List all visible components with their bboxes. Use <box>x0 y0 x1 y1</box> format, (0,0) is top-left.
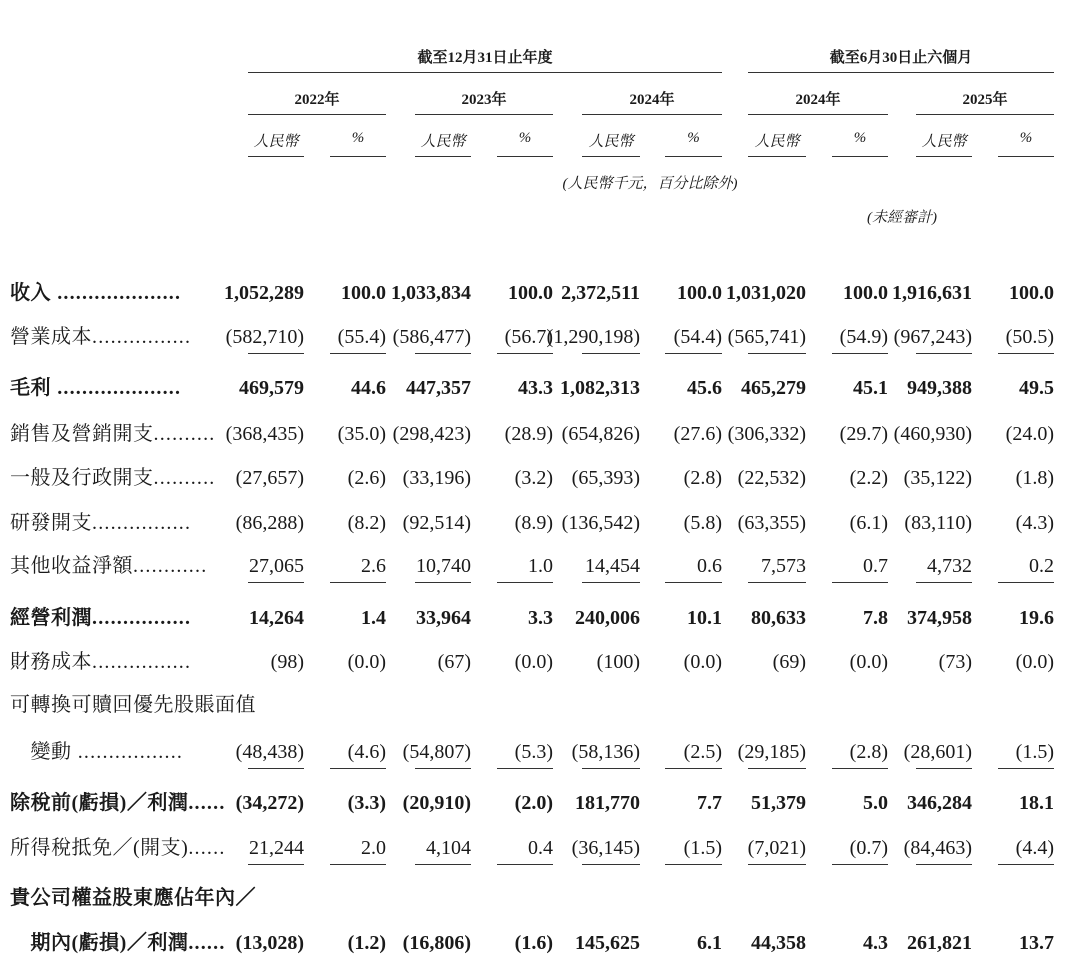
percent-cell: (4.4) <box>1015 837 1054 859</box>
group-underline-annual <box>248 72 722 73</box>
subtotal-rule <box>748 582 806 583</box>
subtotal-rule <box>330 353 386 354</box>
percent-cell: 43.3 <box>518 377 553 399</box>
amount-cell: 1,916,631 <box>892 282 972 304</box>
subheader-underline <box>748 156 806 157</box>
percent-cell: (0.0) <box>683 651 722 673</box>
subtotal-rule <box>330 768 386 769</box>
amount-cell: (136,542) <box>561 512 640 534</box>
percent-cell: 45.1 <box>853 377 888 399</box>
percent-cell: 2.0 <box>361 837 386 859</box>
amount-cell: 4,104 <box>426 837 471 859</box>
row-label <box>10 551 207 581</box>
year-underline <box>748 114 888 115</box>
subtotal-rule <box>748 768 806 769</box>
amount-cell: 2,372,511 <box>561 282 640 304</box>
subheader-underline <box>916 156 972 157</box>
amount-cell: (35,122) <box>903 467 972 489</box>
row-label-text: 銷售及營銷開支 <box>10 423 154 445</box>
subtotal-rule <box>665 864 722 865</box>
percent-cell: (2.0) <box>514 792 553 814</box>
group-header-annual: 截至12月31日止年度 <box>417 50 553 66</box>
row-label <box>10 508 191 538</box>
amount-cell: 1,082,313 <box>560 377 640 399</box>
row-label <box>10 278 181 308</box>
amount-cell: 21,244 <box>249 837 304 859</box>
row-label-text: 營業成本 <box>10 326 92 348</box>
amount-cell: (582,710) <box>225 326 304 348</box>
percent-cell: (0.0) <box>347 651 386 673</box>
subtotal-rule <box>497 864 553 865</box>
subheader-underline <box>665 156 722 157</box>
leader-dots: ...... <box>188 837 226 859</box>
amount-cell: (27,657) <box>235 467 304 489</box>
currency-header: 人民幣 <box>588 134 634 150</box>
subtotal-rule <box>748 864 806 865</box>
subheader-underline <box>415 156 471 157</box>
amount-cell: (84,463) <box>903 837 972 859</box>
year-underline <box>415 114 553 115</box>
subheader-underline <box>497 156 553 157</box>
leader-dots: ............ <box>133 555 208 577</box>
percent-cell: 0.7 <box>863 555 888 577</box>
subtotal-rule <box>916 582 972 583</box>
amount-cell: (83,110) <box>904 512 972 534</box>
percent-cell: 100.0 <box>677 282 722 304</box>
table-row <box>0 928 1080 958</box>
subtotal-rule <box>415 353 471 354</box>
percent-header: % <box>1019 130 1033 146</box>
subtotal-rule <box>998 353 1054 354</box>
subtotal-rule <box>248 353 304 354</box>
amount-cell: (54,807) <box>402 741 471 763</box>
amount-cell: 33,964 <box>416 607 471 629</box>
amount-cell: 27,065 <box>249 555 304 577</box>
table-row <box>0 373 1080 403</box>
percent-cell: (1.8) <box>1015 467 1054 489</box>
row-label <box>10 373 181 403</box>
subheader-underline <box>998 156 1054 157</box>
year-header-2024: 2024年 <box>629 92 675 108</box>
currency-header: 人民幣 <box>921 134 967 150</box>
percent-header: % <box>518 130 532 146</box>
subtotal-rule <box>832 582 888 583</box>
subheader-underline <box>832 156 888 157</box>
leader-dots: .................... <box>51 377 182 399</box>
subtotal-rule <box>665 582 722 583</box>
amount-cell: (58,136) <box>571 741 640 763</box>
percent-cell: (28.9) <box>504 423 553 445</box>
group-header-interim: 截至6月30日止六個月 <box>829 50 973 66</box>
amount-cell: (29,185) <box>737 741 806 763</box>
year-header-2022: 2022年 <box>294 92 340 108</box>
table-row <box>0 463 1080 493</box>
percent-cell: (0.0) <box>514 651 553 673</box>
percent-cell: (4.6) <box>347 741 386 763</box>
percent-cell: (1.2) <box>347 932 386 954</box>
table-row <box>0 833 1080 863</box>
table-row <box>0 647 1080 677</box>
leader-dots: ...... <box>188 792 226 814</box>
percent-cell: 4.3 <box>863 932 888 954</box>
subtotal-rule <box>330 582 386 583</box>
subheader-underline <box>248 156 304 157</box>
percent-cell: 13.7 <box>1019 932 1054 954</box>
group-underline-interim <box>748 72 1054 73</box>
percent-cell: (8.9) <box>514 512 553 534</box>
subtotal-rule <box>497 353 553 354</box>
amount-cell: (7,021) <box>747 837 806 859</box>
row-label <box>10 788 226 818</box>
subtotal-rule <box>832 768 888 769</box>
percent-cell: (1.5) <box>1015 741 1054 763</box>
amount-cell: 51,379 <box>751 792 806 814</box>
subtotal-rule <box>832 353 888 354</box>
table-row <box>0 690 1080 720</box>
row-label <box>10 647 191 677</box>
percent-cell: (2.5) <box>683 741 722 763</box>
amount-cell: 346,284 <box>907 792 972 814</box>
percent-cell: (55.4) <box>337 326 386 348</box>
percent-cell: (1.6) <box>514 932 553 954</box>
subtotal-rule <box>415 582 471 583</box>
percent-cell: (0.0) <box>1015 651 1054 673</box>
percent-cell: 49.5 <box>1019 377 1054 399</box>
leader-dots: ................ <box>92 651 192 673</box>
table-row <box>0 788 1080 818</box>
percent-cell: 3.3 <box>528 607 553 629</box>
amount-cell: (20,910) <box>402 792 471 814</box>
row-label-text: 研發開支 <box>10 512 92 534</box>
amount-cell: (48,438) <box>235 741 304 763</box>
row-label-text: 財務成本 <box>10 651 92 673</box>
subtotal-rule <box>748 353 806 354</box>
percent-cell: (5.8) <box>683 512 722 534</box>
subtotal-rule <box>415 864 471 865</box>
row-label-text: 其他收益淨額 <box>10 555 133 577</box>
percent-cell: (56.7) <box>504 326 553 348</box>
percent-cell: (5.3) <box>514 741 553 763</box>
leader-dots: .......... <box>153 423 216 445</box>
subtotal-rule <box>582 864 640 865</box>
percent-cell: (29.7) <box>839 423 888 445</box>
year-underline <box>916 114 1054 115</box>
row-label-text: 所得稅抵免／(開支) <box>10 837 189 859</box>
amount-cell: 465,279 <box>741 377 806 399</box>
row-label <box>10 737 183 767</box>
percent-cell: (0.0) <box>849 651 888 673</box>
amount-cell: (460,930) <box>893 423 972 445</box>
percent-cell: (2.8) <box>849 741 888 763</box>
subtotal-rule <box>248 582 304 583</box>
row-label-text: 期內(虧損)／利潤 <box>10 932 189 954</box>
amount-cell: (368,435) <box>225 423 304 445</box>
table-row <box>0 603 1080 633</box>
percent-cell: 5.0 <box>863 792 888 814</box>
amount-cell: 1,033,834 <box>391 282 471 304</box>
percent-cell: 7.8 <box>863 607 888 629</box>
subtotal-rule <box>998 864 1054 865</box>
percent-cell: (1.5) <box>683 837 722 859</box>
amount-cell: 181,770 <box>575 792 640 814</box>
year-underline <box>582 114 722 115</box>
subtotal-rule <box>248 864 304 865</box>
amount-cell: 7,573 <box>761 555 806 577</box>
amount-cell: 374,958 <box>907 607 972 629</box>
amount-cell: (100) <box>596 651 640 673</box>
amount-cell: (306,332) <box>727 423 806 445</box>
percent-cell: 19.6 <box>1019 607 1054 629</box>
percent-cell: 6.1 <box>697 932 722 954</box>
amount-cell: 80,633 <box>751 607 806 629</box>
row-label <box>10 833 226 863</box>
amount-cell: (36,145) <box>571 837 640 859</box>
percent-cell: 18.1 <box>1019 792 1054 814</box>
year-header-2023: 2023年 <box>461 92 507 108</box>
table-row <box>0 737 1080 767</box>
amount-cell: 1,052,289 <box>224 282 304 304</box>
row-label-text: 可轉換可贖回優先股賬面值 <box>10 694 256 716</box>
amount-cell: (22,532) <box>737 467 806 489</box>
amount-cell: (69) <box>772 651 806 673</box>
percent-cell: (4.3) <box>1015 512 1054 534</box>
subtotal-rule <box>916 353 972 354</box>
amount-cell: 14,264 <box>249 607 304 629</box>
amount-cell: 1,031,020 <box>726 282 806 304</box>
leader-dots: ...... <box>188 932 226 954</box>
leader-dots: ................ <box>92 326 192 348</box>
percent-cell: 100.0 <box>341 282 386 304</box>
leader-dots: ................ <box>92 607 192 629</box>
amount-cell: (13,028) <box>235 932 304 954</box>
amount-cell: (67) <box>437 651 471 673</box>
amount-cell: (98) <box>270 651 304 673</box>
percent-cell: (6.1) <box>849 512 888 534</box>
percent-cell: (8.2) <box>347 512 386 534</box>
subtotal-rule <box>832 864 888 865</box>
amount-cell: (967,243) <box>893 326 972 348</box>
year-underline <box>248 114 386 115</box>
subheader-underline <box>582 156 640 157</box>
amount-cell: (33,196) <box>402 467 471 489</box>
percent-cell: (27.6) <box>673 423 722 445</box>
amount-cell: (92,514) <box>402 512 471 534</box>
percent-cell: 100.0 <box>843 282 888 304</box>
row-label <box>10 883 256 913</box>
percent-cell: 1.4 <box>361 607 386 629</box>
row-label-text: 除稅前(虧損)／利潤 <box>10 792 189 814</box>
amount-cell: 469,579 <box>239 377 304 399</box>
amount-cell: (586,477) <box>392 326 471 348</box>
percent-cell: (35.0) <box>337 423 386 445</box>
amount-cell: 447,357 <box>406 377 471 399</box>
subtotal-rule <box>582 768 640 769</box>
percent-cell: 0.2 <box>1029 555 1054 577</box>
percent-cell: 2.6 <box>361 555 386 577</box>
percent-cell: (3.2) <box>514 467 553 489</box>
currency-header: 人民幣 <box>754 134 800 150</box>
row-label <box>10 603 191 633</box>
amount-cell: (565,741) <box>727 326 806 348</box>
leader-dots: ................. <box>71 741 184 763</box>
amount-cell: 4,732 <box>927 555 972 577</box>
percent-cell: (3.3) <box>347 792 386 814</box>
percent-header: % <box>351 130 365 146</box>
percent-cell: (54.9) <box>839 326 888 348</box>
percent-cell: (54.4) <box>673 326 722 348</box>
percent-cell: 100.0 <box>1009 282 1054 304</box>
amount-cell: (654,826) <box>561 423 640 445</box>
subtotal-rule <box>497 768 553 769</box>
percent-cell: 1.0 <box>528 555 553 577</box>
amount-cell: 14,454 <box>585 555 640 577</box>
percent-cell: (24.0) <box>1005 423 1054 445</box>
currency-header: 人民幣 <box>253 134 299 150</box>
percent-cell: 44.6 <box>351 377 386 399</box>
percent-cell: (0.7) <box>849 837 888 859</box>
row-label-text: 變動 <box>10 741 72 763</box>
amount-cell: 10,740 <box>416 555 471 577</box>
percent-cell: (2.6) <box>347 467 386 489</box>
table-row <box>0 322 1080 352</box>
amount-cell: (298,423) <box>392 423 471 445</box>
amount-cell: (28,601) <box>903 741 972 763</box>
percent-header: % <box>687 130 700 146</box>
amount-cell: 261,821 <box>907 932 972 954</box>
subtotal-rule <box>582 353 640 354</box>
year-header-2025: 2025年 <box>962 92 1008 108</box>
percent-cell: 45.6 <box>687 377 722 399</box>
table-row <box>0 508 1080 538</box>
subtotal-rule <box>248 768 304 769</box>
year-header-2024-interim: 2024年 <box>795 92 841 108</box>
amount-cell: 949,388 <box>907 377 972 399</box>
row-label <box>10 322 191 352</box>
row-label <box>10 463 216 493</box>
row-label-text: 毛利 <box>10 377 51 399</box>
amount-cell: 240,006 <box>575 607 640 629</box>
row-label-text: 貴公司權益股東應佔年內／ <box>10 887 256 909</box>
unaudited-note: (未經審計) <box>867 210 937 226</box>
amount-cell: (86,288) <box>235 512 304 534</box>
amount-cell: (65,393) <box>571 467 640 489</box>
table-row <box>0 883 1080 913</box>
subtotal-rule <box>582 582 640 583</box>
amount-cell: (1,290,198) <box>546 326 640 348</box>
subtotal-rule <box>998 582 1054 583</box>
amount-cell: (16,806) <box>402 932 471 954</box>
percent-cell: 7.7 <box>697 792 722 814</box>
subtotal-rule <box>916 864 972 865</box>
row-label <box>10 690 256 720</box>
row-label <box>10 419 216 449</box>
percent-cell: (2.8) <box>683 467 722 489</box>
percent-header: % <box>853 130 867 146</box>
subtotal-rule <box>665 768 722 769</box>
amount-cell: (34,272) <box>235 792 304 814</box>
subtotal-rule <box>665 353 722 354</box>
percent-cell: 10.1 <box>687 607 722 629</box>
table-row <box>0 278 1080 308</box>
currency-header: 人民幣 <box>420 134 466 150</box>
subtotal-rule <box>330 864 386 865</box>
amount-cell: 145,625 <box>575 932 640 954</box>
subtotal-rule <box>998 768 1054 769</box>
row-label-text: 一般及行政開支 <box>10 467 154 489</box>
amount-cell: (63,355) <box>737 512 806 534</box>
subtotal-rule <box>497 582 553 583</box>
percent-cell: 100.0 <box>508 282 553 304</box>
percent-cell: 0.4 <box>528 837 553 859</box>
percent-cell: (50.5) <box>1005 326 1054 348</box>
subtotal-rule <box>916 768 972 769</box>
row-label-text: 經營利潤 <box>10 607 92 629</box>
percent-cell: (2.2) <box>849 467 888 489</box>
leader-dots: .................... <box>51 282 182 304</box>
subtotal-rule <box>415 768 471 769</box>
row-label <box>10 928 226 958</box>
unit-note: (人民幣千元，百分比除外) <box>562 176 738 192</box>
table-row <box>0 419 1080 449</box>
amount-cell: 44,358 <box>751 932 806 954</box>
table-row <box>0 551 1080 581</box>
percent-cell: 0.6 <box>697 555 722 577</box>
leader-dots: .......... <box>153 467 216 489</box>
amount-cell: (73) <box>938 651 972 673</box>
subheader-underline <box>330 156 386 157</box>
leader-dots: ................ <box>92 512 192 534</box>
row-label-text: 收入 <box>10 282 51 304</box>
